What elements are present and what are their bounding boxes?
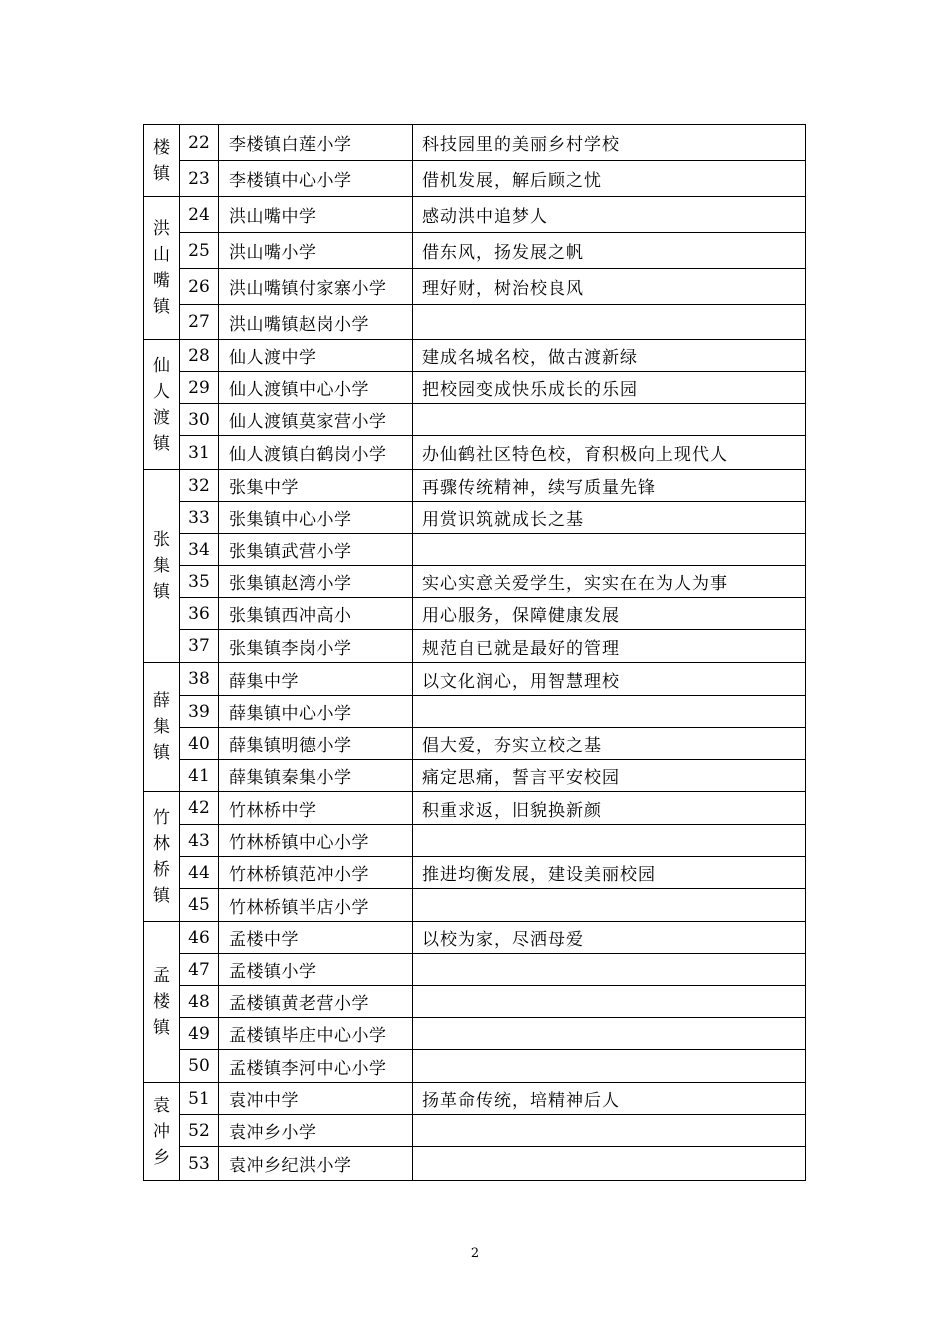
school-name: 洪山嘴镇赵岗小学 xyxy=(219,305,413,340)
town-name: 袁冲乡 xyxy=(153,1095,170,1168)
row-number: 33 xyxy=(180,502,219,534)
row-number: 36 xyxy=(180,598,219,630)
theme-text xyxy=(413,404,806,436)
school-name: 仙人渡镇中心小学 xyxy=(219,372,413,404)
row-number: 51 xyxy=(180,1083,219,1115)
row-number: 47 xyxy=(180,954,219,986)
theme-text xyxy=(413,986,806,1018)
school-name: 仙人渡中学 xyxy=(219,340,413,372)
table-row xyxy=(144,792,806,825)
town-name: 孟楼镇 xyxy=(153,966,170,1038)
theme-text: 以文化润心，用智慧理校 xyxy=(413,663,806,696)
table-row xyxy=(144,125,806,161)
school-name: 孟楼镇小学 xyxy=(219,954,413,986)
table-row xyxy=(144,760,806,792)
school-name: 薛集中学 xyxy=(219,663,413,696)
theme-text: 感动洪中追梦人 xyxy=(413,197,806,233)
town-cell xyxy=(144,470,180,663)
row-number: 31 xyxy=(180,436,219,470)
row-number: 23 xyxy=(180,161,219,197)
table-row xyxy=(144,1050,806,1083)
school-name: 孟楼中学 xyxy=(219,922,413,954)
theme-text: 扬革命传统，培精神后人 xyxy=(413,1083,806,1115)
table-row xyxy=(144,534,806,566)
town-cell xyxy=(144,663,180,792)
table-row xyxy=(144,372,806,404)
town-name: 张集镇 xyxy=(153,530,170,602)
theme-text: 积重求返，旧貌换新颜 xyxy=(413,792,806,825)
row-number: 38 xyxy=(180,663,219,696)
table-row xyxy=(144,197,806,233)
table-row xyxy=(144,889,806,922)
row-number: 37 xyxy=(180,630,219,663)
theme-text: 借东风，扬发展之帆 xyxy=(413,233,806,269)
town-cell xyxy=(144,1083,180,1181)
school-name: 孟楼镇黄老营小学 xyxy=(219,986,413,1018)
table-row xyxy=(144,470,806,502)
school-name: 张集镇李岗小学 xyxy=(219,630,413,663)
table-body xyxy=(144,125,806,1181)
row-number: 44 xyxy=(180,857,219,889)
table-row xyxy=(144,502,806,534)
school-name: 薛集镇明德小学 xyxy=(219,728,413,760)
table-row xyxy=(144,340,806,372)
row-number: 28 xyxy=(180,340,219,372)
town-name: 楼镇 xyxy=(153,137,170,184)
schools-table xyxy=(143,124,806,1181)
town-cell xyxy=(144,125,180,197)
town-cell xyxy=(144,197,180,340)
town-cell xyxy=(144,340,180,470)
table-row xyxy=(144,922,806,954)
row-number: 43 xyxy=(180,825,219,857)
school-name: 洪山嘴小学 xyxy=(219,233,413,269)
row-number: 48 xyxy=(180,986,219,1018)
row-number: 24 xyxy=(180,197,219,233)
table-row xyxy=(144,663,806,696)
school-name: 张集镇武营小学 xyxy=(219,534,413,566)
row-number: 41 xyxy=(180,760,219,792)
theme-text: 建成名城名校，做古渡新绿 xyxy=(413,340,806,372)
school-name: 薛集镇中心小学 xyxy=(219,696,413,728)
row-number: 49 xyxy=(180,1018,219,1050)
row-number: 29 xyxy=(180,372,219,404)
school-name: 李楼镇中心小学 xyxy=(219,161,413,197)
school-name: 袁冲中学 xyxy=(219,1083,413,1115)
table-row xyxy=(144,630,806,663)
page-number: 2 xyxy=(470,1246,480,1261)
theme-text: 把校园变成快乐成长的乐园 xyxy=(413,372,806,404)
theme-text xyxy=(413,1147,806,1181)
school-name: 仙人渡镇莫家营小学 xyxy=(219,404,413,436)
school-name: 李楼镇白莲小学 xyxy=(219,125,413,161)
theme-text: 倡大爱，夯实立校之基 xyxy=(413,728,806,760)
table-row xyxy=(144,857,806,889)
table-row xyxy=(144,161,806,197)
town-name: 仙人渡镇 xyxy=(153,355,170,454)
table-row xyxy=(144,566,806,598)
theme-text xyxy=(413,305,806,340)
theme-text: 用心服务，保障健康发展 xyxy=(413,598,806,630)
row-number: 50 xyxy=(180,1050,219,1083)
row-number: 53 xyxy=(180,1147,219,1181)
school-name: 袁冲乡小学 xyxy=(219,1115,413,1147)
school-name: 竹林桥中学 xyxy=(219,792,413,825)
row-number: 46 xyxy=(180,922,219,954)
school-name: 薛集镇秦集小学 xyxy=(219,760,413,792)
row-number: 32 xyxy=(180,470,219,502)
theme-text xyxy=(413,954,806,986)
row-number: 30 xyxy=(180,404,219,436)
row-number: 22 xyxy=(180,125,219,161)
theme-text: 推进均衡发展，建设美丽校园 xyxy=(413,857,806,889)
table-row xyxy=(144,233,806,269)
row-number: 52 xyxy=(180,1115,219,1147)
school-name: 孟楼镇李河中心小学 xyxy=(219,1050,413,1083)
theme-text xyxy=(413,1018,806,1050)
row-number: 26 xyxy=(180,269,219,305)
school-name: 洪山嘴镇付家寨小学 xyxy=(219,269,413,305)
town-cell xyxy=(144,922,180,1083)
school-name: 竹林桥镇半店小学 xyxy=(219,889,413,922)
theme-text: 理好财，树治校良风 xyxy=(413,269,806,305)
theme-text xyxy=(413,889,806,922)
theme-text: 痛定思痛，誓言平安校园 xyxy=(413,760,806,792)
theme-text xyxy=(413,1115,806,1147)
theme-text xyxy=(413,534,806,566)
table-row xyxy=(144,1147,806,1181)
school-name: 洪山嘴中学 xyxy=(219,197,413,233)
table-row xyxy=(144,404,806,436)
theme-text: 办仙鹤社区特色校，育积极向上现代人 xyxy=(413,436,806,470)
theme-text: 科技园里的美丽乡村学校 xyxy=(413,125,806,161)
table-row xyxy=(144,1018,806,1050)
school-name: 竹林桥镇中心小学 xyxy=(219,825,413,857)
table-row xyxy=(144,696,806,728)
row-number: 40 xyxy=(180,728,219,760)
theme-text xyxy=(413,1050,806,1083)
school-name: 张集镇赵湾小学 xyxy=(219,566,413,598)
school-name: 张集中学 xyxy=(219,470,413,502)
town-name: 薛集镇 xyxy=(153,691,170,763)
school-name: 袁冲乡纪洪小学 xyxy=(219,1147,413,1181)
table-row xyxy=(144,728,806,760)
table-row xyxy=(144,986,806,1018)
table-row xyxy=(144,954,806,986)
town-name: 洪山嘴镇 xyxy=(153,219,170,317)
town-cell xyxy=(144,792,180,922)
theme-text: 实心实意关爱学生，实实在在为人为事 xyxy=(413,566,806,598)
row-number: 39 xyxy=(180,696,219,728)
row-number: 45 xyxy=(180,889,219,922)
theme-text: 规范自已就是最好的管理 xyxy=(413,630,806,663)
table-row xyxy=(144,269,806,305)
school-name: 张集镇西冲高小 xyxy=(219,598,413,630)
row-number: 35 xyxy=(180,566,219,598)
table-row xyxy=(144,305,806,340)
row-number: 34 xyxy=(180,534,219,566)
theme-text: 用赏识筑就成长之基 xyxy=(413,502,806,534)
table-row xyxy=(144,598,806,630)
school-name: 竹林桥镇范冲小学 xyxy=(219,857,413,889)
theme-text: 再骤传统精神，续写质量先锋 xyxy=(413,470,806,502)
table-row xyxy=(144,436,806,470)
theme-text: 借机发展，解后顾之忧 xyxy=(413,161,806,197)
table-row xyxy=(144,1083,806,1115)
row-number: 42 xyxy=(180,792,219,825)
table-row xyxy=(144,1115,806,1147)
row-number: 27 xyxy=(180,305,219,340)
school-name: 孟楼镇毕庄中心小学 xyxy=(219,1018,413,1050)
row-number: 25 xyxy=(180,233,219,269)
table-row xyxy=(144,825,806,857)
theme-text: 以校为家，尽洒母爱 xyxy=(413,922,806,954)
theme-text xyxy=(413,825,806,857)
school-name: 张集镇中心小学 xyxy=(219,502,413,534)
school-name: 仙人渡镇白鹤岗小学 xyxy=(219,436,413,470)
town-name: 竹林桥镇 xyxy=(153,807,170,906)
theme-text xyxy=(413,696,806,728)
